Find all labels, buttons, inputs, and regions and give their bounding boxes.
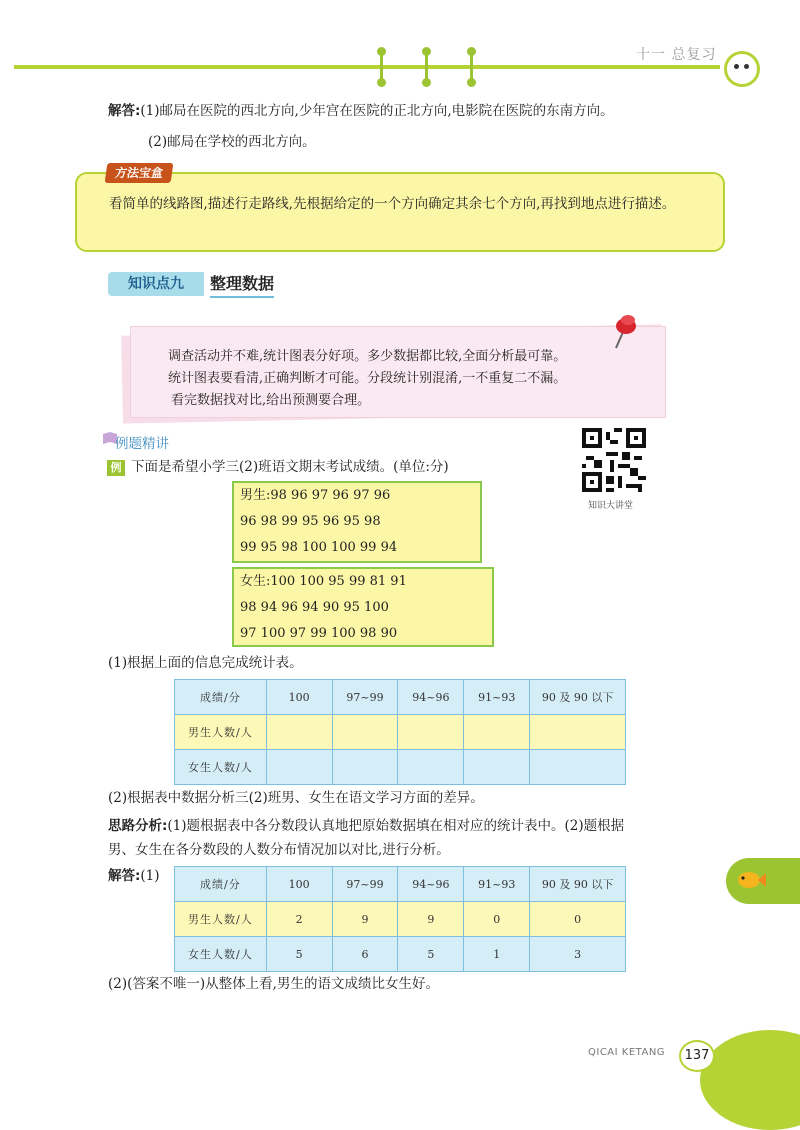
table-cell: 9 xyxy=(332,902,398,937)
note-text xyxy=(168,346,566,412)
table-cell: 男生人数/人 xyxy=(175,715,267,750)
header-rule xyxy=(14,65,720,69)
stat-table-empty xyxy=(174,679,626,785)
mascot-icon xyxy=(724,51,760,87)
table-cell: 2 xyxy=(266,902,332,937)
table-cell: 3 xyxy=(530,937,626,972)
thumbtack-icon xyxy=(608,312,638,352)
note-line: 调查活动并不难,统计图表分好项。多少数据都比较,全面分析最可靠。 xyxy=(168,349,567,364)
page-number: 137 xyxy=(679,1040,715,1072)
table-cell: 94~96 xyxy=(398,867,464,902)
table-row xyxy=(175,902,626,937)
chapter-title: 十一 总复习 xyxy=(636,47,717,63)
note-line: 看完数据找对比,给出预测要合理。 xyxy=(171,393,371,408)
boys-score-box xyxy=(232,481,482,563)
table-cell: 97~99 xyxy=(332,680,398,715)
table-cell[interactable] xyxy=(530,750,626,785)
part-2-prompt: (2)根据表中数据分析三(2)班男、女生在语文学习方面的差异。 xyxy=(108,790,484,806)
binder-pin-icon xyxy=(467,47,476,87)
table-cell[interactable] xyxy=(266,715,332,750)
method-text: 看简单的线路图,描述行走路线,先根据给定的一个方向确定其余七个方向,再找到地点进行描述。 xyxy=(109,196,676,212)
table-row xyxy=(175,715,626,750)
knowledge-title: 整理数据 xyxy=(210,272,274,298)
corner-decoration xyxy=(700,1030,800,1130)
table-cell: 6 xyxy=(332,937,398,972)
note-line: 统计图表要看清,正确判断才可能。分段统计别混淆,一不重复二不漏。 xyxy=(168,371,567,386)
answer-label: 解答: xyxy=(108,868,141,884)
table-header-row xyxy=(175,680,626,715)
boys-score-row: 男生:98 96 97 96 97 96 xyxy=(240,488,391,503)
table-cell: 男生人数/人 xyxy=(175,902,267,937)
answer-prefix: (1) xyxy=(140,868,160,884)
table-cell: 90 及 90 以下 xyxy=(530,680,626,715)
fish-icon xyxy=(736,868,766,892)
table-cell[interactable] xyxy=(464,715,530,750)
analysis-line-1 xyxy=(108,816,624,836)
table-cell[interactable] xyxy=(398,715,464,750)
example-question: 下面是希望小学三(2)班语文期末考试成绩。(单位:分) xyxy=(131,459,449,475)
footer-brand: QICAI KETANG xyxy=(588,1047,666,1058)
table-cell: 0 xyxy=(464,902,530,937)
table-cell: 91~93 xyxy=(464,680,530,715)
table-row xyxy=(175,750,626,785)
table-cell[interactable] xyxy=(332,715,398,750)
example-heading: 例题精讲 xyxy=(115,436,169,452)
example-icon: 例 xyxy=(107,460,125,476)
answer-last: (2)(答案不唯一)从整体上看,男生的语文成绩比女生好。 xyxy=(108,976,439,992)
answer-1-line-1 xyxy=(108,101,614,121)
analysis-text: (1)题根据表中各分数段认真地把原始数据填在相对应的统计表中。(2)题根据 xyxy=(167,818,625,834)
table-cell: 90 及 90 以下 xyxy=(530,867,626,902)
table-cell: 9 xyxy=(398,902,464,937)
table-cell[interactable] xyxy=(332,750,398,785)
table-cell: 女生人数/人 xyxy=(175,937,267,972)
table-cell: 女生人数/人 xyxy=(175,750,267,785)
table-cell[interactable] xyxy=(266,750,332,785)
table-cell: 91~93 xyxy=(464,867,530,902)
table-cell[interactable] xyxy=(464,750,530,785)
table-cell: 成绩/分 xyxy=(175,867,267,902)
girls-score-row: 98 94 96 94 90 95 100 xyxy=(240,600,389,615)
stat-table-filled xyxy=(174,866,626,972)
part-1-prompt: (1)根据上面的信息完成统计表。 xyxy=(108,655,303,671)
girls-score-row: 97 100 97 99 100 98 90 xyxy=(240,626,398,641)
table-cell: 成绩/分 xyxy=(175,680,267,715)
table-row xyxy=(175,937,626,972)
binder-pin-icon xyxy=(422,47,431,87)
boys-score-row: 96 98 99 95 96 95 98 xyxy=(240,514,381,529)
table-header-row xyxy=(175,867,626,902)
girls-score-box xyxy=(232,567,494,647)
table-cell: 97~99 xyxy=(332,867,398,902)
qr-caption: 知识大讲堂 xyxy=(588,501,634,511)
binder-pin-icon xyxy=(377,47,386,87)
table-cell[interactable] xyxy=(398,750,464,785)
boys-score-row: 99 95 98 100 100 99 94 xyxy=(240,540,398,555)
girls-score-row: 女生:100 100 95 99 81 91 xyxy=(240,574,407,589)
table-cell[interactable] xyxy=(530,715,626,750)
analysis-label: 思路分析: xyxy=(108,818,168,834)
table-cell: 100 xyxy=(266,867,332,902)
qr-code-icon[interactable] xyxy=(582,428,646,492)
answer-1-line-2: (2)邮局在学校的西北方向。 xyxy=(148,134,316,150)
table-cell: 0 xyxy=(530,902,626,937)
method-tag: 方法宝盒 xyxy=(105,163,174,183)
answer-2-label xyxy=(108,866,160,886)
table-cell: 1 xyxy=(464,937,530,972)
table-cell: 5 xyxy=(266,937,332,972)
table-cell: 100 xyxy=(266,680,332,715)
answer-text: (1)邮局在医院的西北方向,少年宫在医院的正北方向,电影院在医院的东南方向。 xyxy=(140,103,614,119)
analysis-line-2: 男、女生在各分数段的人数分布情况加以对比,进行分析。 xyxy=(108,842,450,858)
table-cell: 94~96 xyxy=(398,680,464,715)
answer-label: 解答: xyxy=(108,103,141,119)
knowledge-tag: 知识点九 xyxy=(108,272,204,296)
table-cell: 5 xyxy=(398,937,464,972)
